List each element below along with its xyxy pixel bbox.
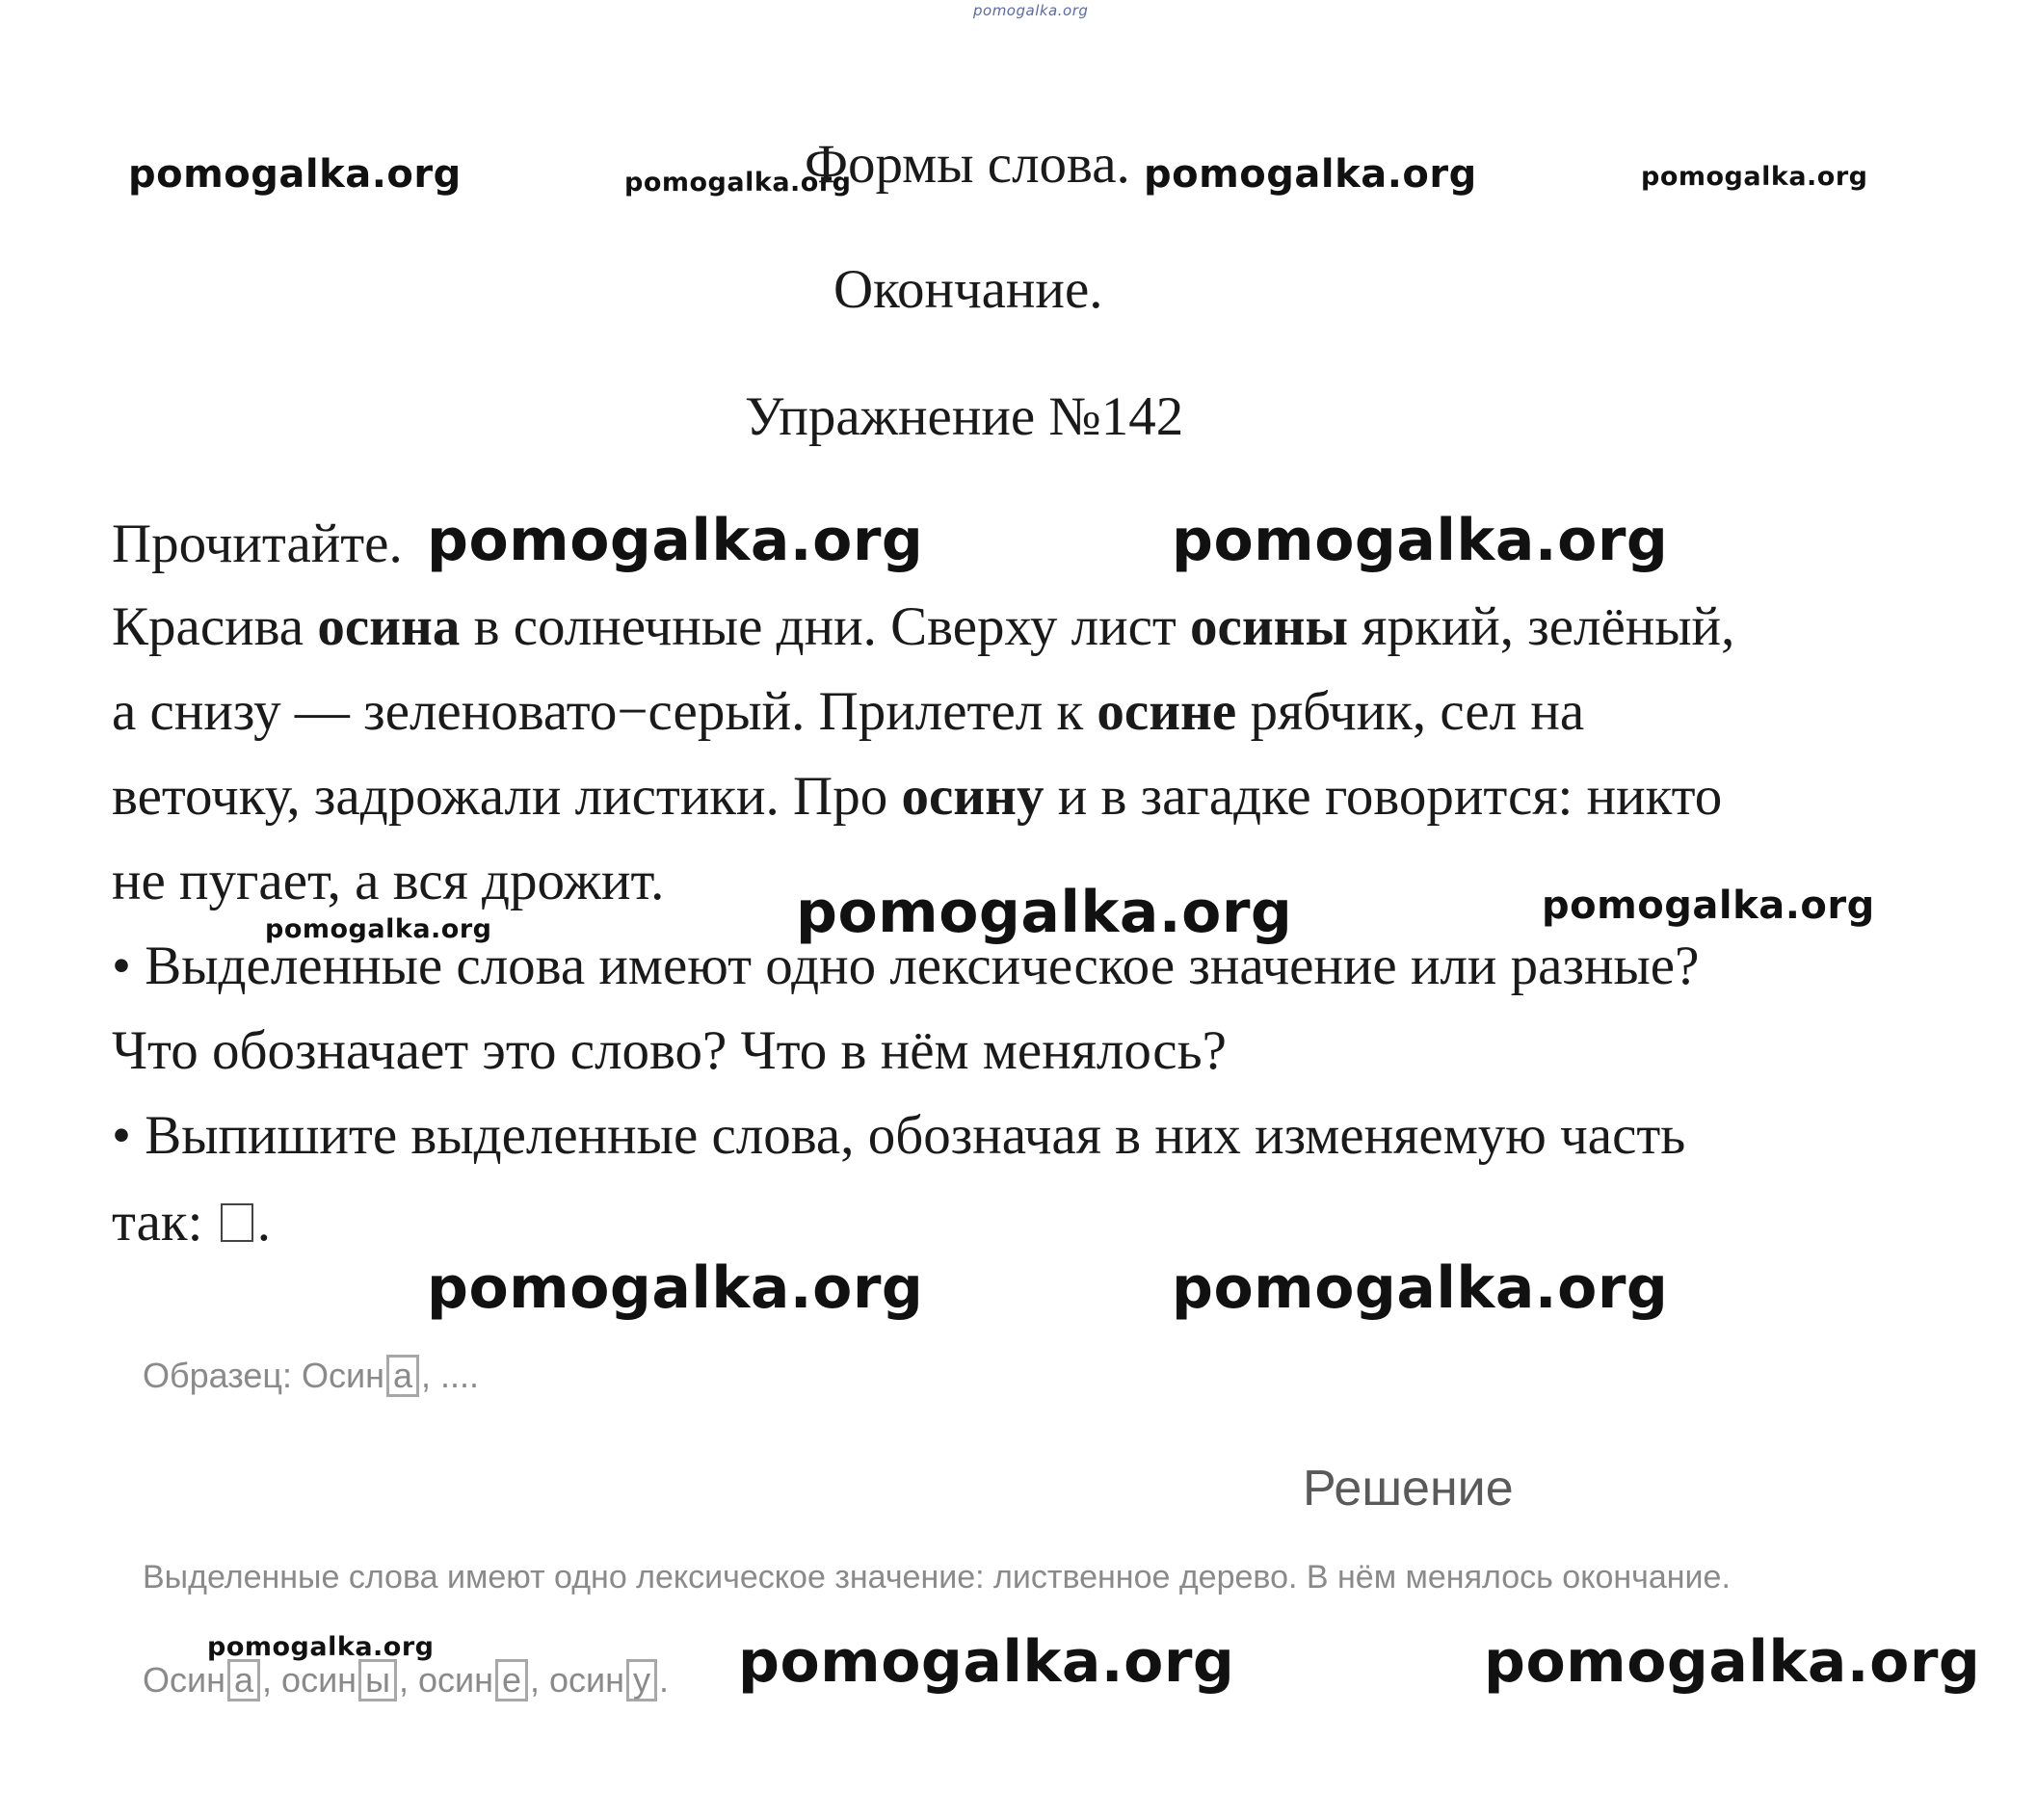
watermark-row1-left: pomogalka.org: [427, 507, 924, 574]
highlighted-word: осину: [901, 766, 1044, 827]
watermark-row4-right: pomogalka.org: [1484, 1628, 1981, 1696]
solution-answer: Выделенные слова имеют одно лексическое значение: лиственное дерево. В нём менялось окончание.: [143, 1559, 1731, 1596]
ending-box: а: [227, 1659, 260, 1701]
watermark-header-right: pomogalka.org: [1641, 162, 1868, 192]
watermark-top-tiny: pomogalka.org: [973, 2, 1089, 19]
watermark-row2-right: pomogalka.org: [1542, 884, 1875, 928]
highlighted-word: осине: [1097, 681, 1237, 742]
task-text-line-2: а снизу — зеленовато−серый. Прилетел к осине рябчик, сел на: [112, 681, 1585, 742]
task-instruction: Прочитайте.: [112, 514, 403, 574]
solution-title: Решение: [1303, 1461, 1514, 1517]
watermark-row4-center: pomogalka.org: [738, 1628, 1235, 1696]
watermark-row2-center: pomogalka.org: [796, 879, 1293, 946]
question-1-line-1: • Выделенные слова имеют одно лексическое значение или разные?: [112, 936, 1700, 996]
task-text-line-3: веточку, задрожали листики. Про осину и в загадке говорится: никто: [112, 766, 1723, 827]
watermark-row4-small: pomogalka.org: [207, 1632, 435, 1662]
watermark-row3-left: pomogalka.org: [427, 1254, 924, 1322]
sample-line: Образец: Осин а , ....: [143, 1356, 480, 1395]
watermark-row1-right: pomogalka.org: [1172, 507, 1669, 574]
exercise-number: Упражнение №142: [745, 386, 1184, 447]
ending-box: у: [626, 1659, 657, 1701]
task-text-line-4: не пугает, а вся дрожит.: [112, 851, 665, 911]
highlighted-word: осины: [1190, 596, 1349, 657]
task-text-line-1: Красива осина в солнечные дни. Сверху лист осины яркий, зелёный,: [112, 596, 1735, 657]
watermark-header-small: pomogalka.org: [624, 168, 852, 198]
solution-words: Осин а , осин ы , осин е , осин у .: [143, 1660, 670, 1700]
watermark-header-left: pomogalka.org: [128, 152, 462, 197]
topic-subtitle: Окончание.: [833, 259, 1103, 320]
highlighted-word: осина: [317, 596, 461, 657]
question-2-line-2: так: .: [112, 1192, 271, 1253]
ending-box: ы: [358, 1659, 397, 1701]
ending-box-icon: [221, 1203, 253, 1242]
watermark-row3-right: pomogalka.org: [1172, 1254, 1669, 1322]
watermark-header-center: pomogalka.org: [1144, 152, 1477, 197]
ending-box: а: [386, 1355, 419, 1397]
question-1-line-2: Что обозначает это слово? Что в нём менялось?: [112, 1020, 1227, 1081]
watermark-row2-small: pomogalka.org: [265, 914, 492, 944]
question-2-line-1: • Выпишите выделенные слова, обозначая в них изменяемую часть: [112, 1105, 1686, 1166]
ending-box: е: [495, 1659, 528, 1701]
topic-title: Формы слова.: [805, 134, 1130, 195]
